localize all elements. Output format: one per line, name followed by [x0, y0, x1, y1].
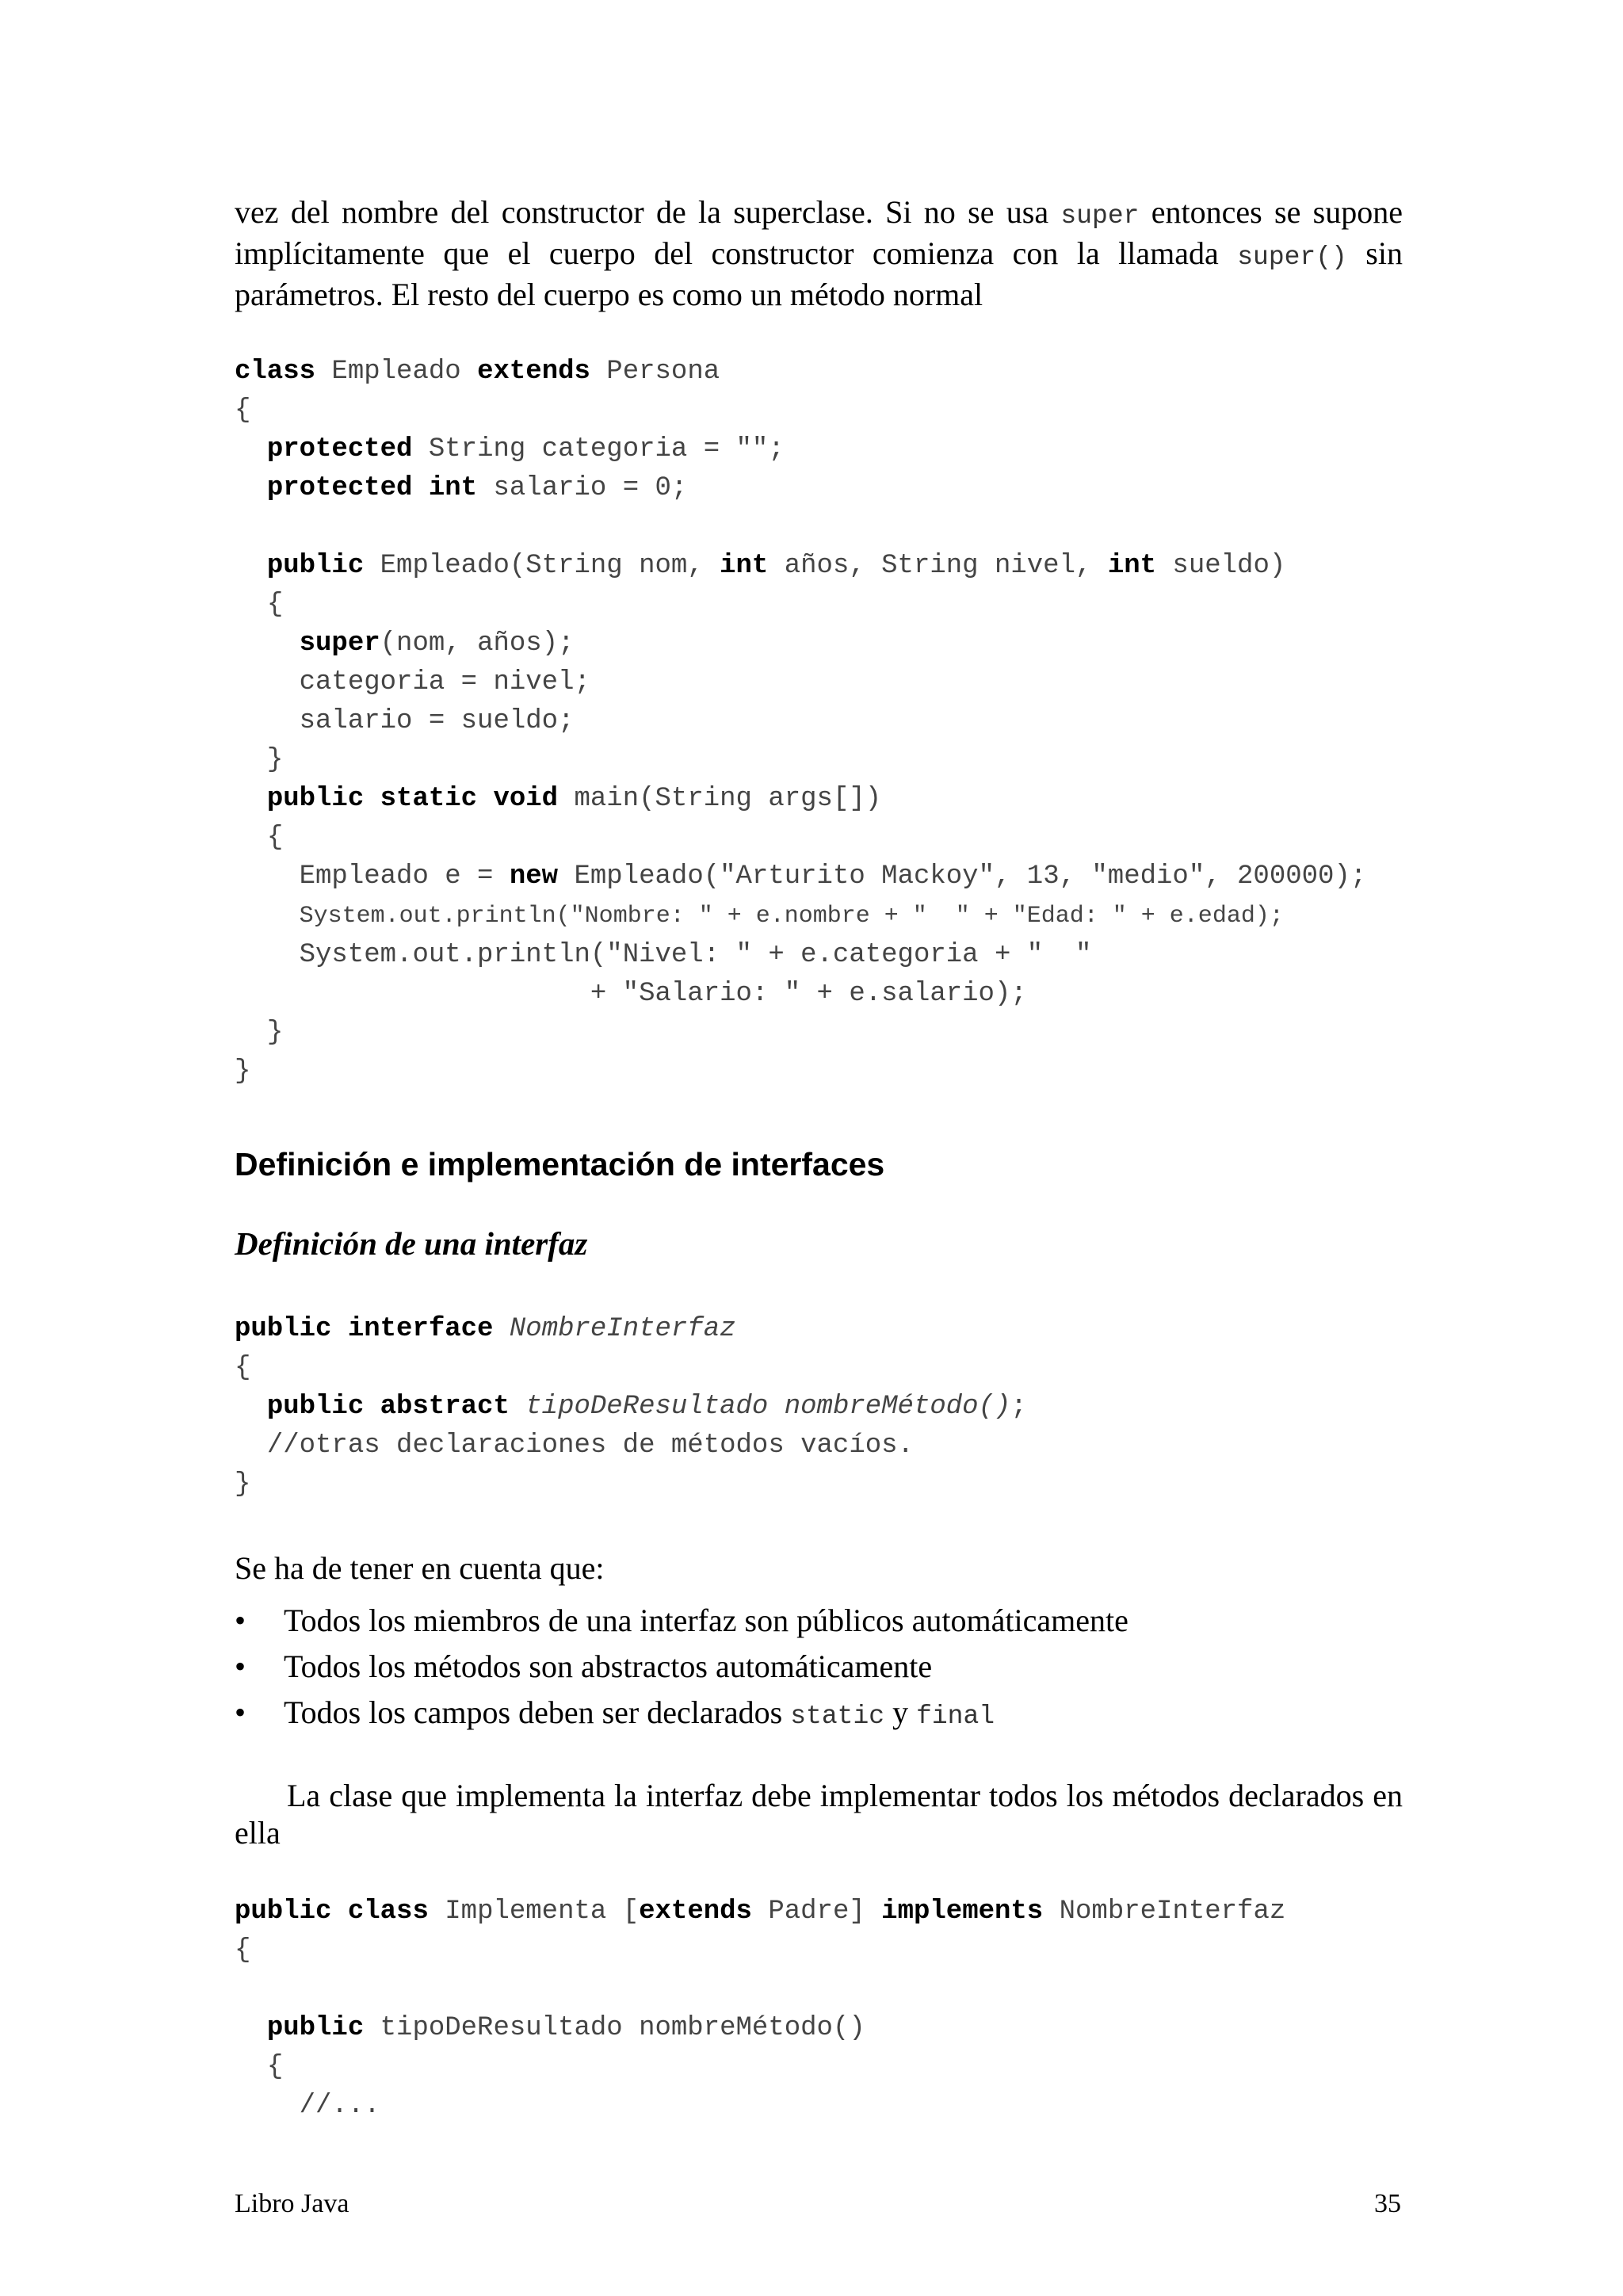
- code-keyword: class: [347, 1897, 429, 1927]
- code-keyword: public: [266, 1392, 365, 1422]
- code-text: System.out.println("Nivel: " + e.categoria + " ": [299, 940, 1092, 970]
- code-keyword: extends: [639, 1897, 752, 1927]
- implementation-paragraph: La clase que implementa la interfaz debe implementar todos los métodos declarados en ella: [235, 1778, 1403, 1851]
- code-brace: {: [235, 1935, 251, 1966]
- inline-code-super: super: [1060, 201, 1140, 231]
- code-text: (nom, años);: [380, 628, 575, 659]
- note-text: Se ha de tener en cuenta que:: [235, 1550, 605, 1586]
- code-keyword: public: [266, 2013, 365, 2043]
- bullet-text: Todos los campos deben ser declarados: [284, 1694, 791, 1730]
- bullet-text: y: [884, 1694, 917, 1730]
- code-keyword: implements: [881, 1897, 1044, 1927]
- code-text: NombreInterfaz: [1043, 1897, 1286, 1927]
- list-item: [235, 1598, 1128, 1644]
- code-text: Empleado: [315, 357, 478, 387]
- intro-text-2: entonces se supone implícitamente que el cuerpo del constructor comienza con la llamada: [235, 194, 1403, 271]
- code-keyword: static: [380, 784, 478, 814]
- code-block-empleado: [235, 353, 1366, 1091]
- code-brace: {: [235, 1353, 251, 1383]
- code-text: Empleado(String nom,: [364, 551, 720, 581]
- code-text: tipoDeResultado nombreMétodo(): [364, 2013, 865, 2043]
- code-keyword: new: [509, 861, 559, 892]
- code-text: Empleado("Arturito Mackoy", 13, "medio", 200000);: [558, 861, 1367, 892]
- bullet-list: [235, 1598, 1128, 1740]
- code-keyword: interface: [347, 1314, 494, 1344]
- code-block-interface: [235, 1310, 1027, 1504]
- code-text: Persona: [590, 357, 720, 387]
- code-text: System.out.println("Nombre: " + e.nombre + " " + "Edad: " + e.edad);: [299, 903, 1284, 930]
- code-text: String categoria = "";: [412, 434, 785, 464]
- code-keyword: protected: [266, 473, 413, 503]
- intro-text-3: sin parámetros. El resto del cuerpo es como un método normal: [235, 235, 1403, 312]
- code-brace: }: [266, 1018, 284, 1048]
- list-item: [235, 1644, 1128, 1690]
- bullet-text: Todos los miembros de una interfaz son públicos automáticamente: [284, 1603, 1128, 1638]
- code-keyword: public: [266, 784, 365, 814]
- code-text: Implementa [: [428, 1897, 640, 1927]
- code-brace: {: [266, 2052, 284, 2082]
- code-keyword: abstract: [380, 1392, 510, 1422]
- subsection-heading: Definición de una interfaz: [235, 1225, 588, 1262]
- bullet-text: Todos los métodos son abstractos automáticamente: [284, 1648, 933, 1684]
- code-text: + "Salario: " + e.salario);: [590, 979, 1027, 1009]
- code-keyword: int: [720, 551, 769, 581]
- code-text: Padre]: [751, 1897, 882, 1927]
- code-text: NombreInterfaz: [509, 1314, 736, 1344]
- code-keyword: super: [299, 628, 380, 659]
- code-keyword: public: [235, 1314, 332, 1344]
- intro-paragraph: [235, 193, 1403, 313]
- code-brace: {: [266, 590, 284, 620]
- code-keyword: int: [1107, 551, 1157, 581]
- code-text: salario = sueldo;: [299, 706, 575, 736]
- list-item: [235, 1690, 1128, 1740]
- code-brace: {: [235, 395, 251, 426]
- code-text: salario = 0;: [477, 473, 688, 503]
- code-comment: //...: [299, 2091, 380, 2121]
- code-text: Empleado e =: [299, 861, 510, 892]
- inline-code-static: static: [790, 1702, 885, 1731]
- code-block-implementation: [235, 1893, 1285, 2126]
- code-brace: }: [235, 1056, 251, 1087]
- code-text: categoria = nivel;: [299, 667, 590, 697]
- code-keyword: class: [235, 357, 316, 387]
- code-keyword: void: [493, 784, 559, 814]
- code-keyword: protected: [266, 434, 413, 464]
- inline-code-super-call: super(): [1237, 243, 1347, 272]
- code-keyword: public: [266, 551, 365, 581]
- code-text: sueldo): [1156, 551, 1286, 581]
- code-text: main(String args[]): [558, 784, 882, 814]
- code-brace: }: [266, 745, 284, 775]
- code-text: ;: [1010, 1392, 1027, 1422]
- code-keyword: public: [235, 1897, 332, 1927]
- inline-code-final: final: [916, 1702, 995, 1731]
- code-keyword: int: [428, 473, 478, 503]
- code-brace: {: [266, 823, 284, 853]
- code-brace: }: [235, 1469, 251, 1499]
- section-heading: Definición e implementación de interfaces: [235, 1146, 885, 1182]
- footer-page-number: 35: [1374, 2189, 1401, 2218]
- code-keyword: extends: [477, 357, 590, 387]
- code-text: tipoDeResultado nombreMétodo(): [525, 1392, 1011, 1422]
- intro-text-1: vez del nombre del constructor de la superclase. Si no se usa: [235, 194, 1061, 230]
- code-comment: //otras declaraciones de métodos vacíos.: [266, 1431, 914, 1461]
- footer-book-title: Libro Java: [235, 2189, 349, 2218]
- code-text: años, String nivel,: [768, 551, 1108, 581]
